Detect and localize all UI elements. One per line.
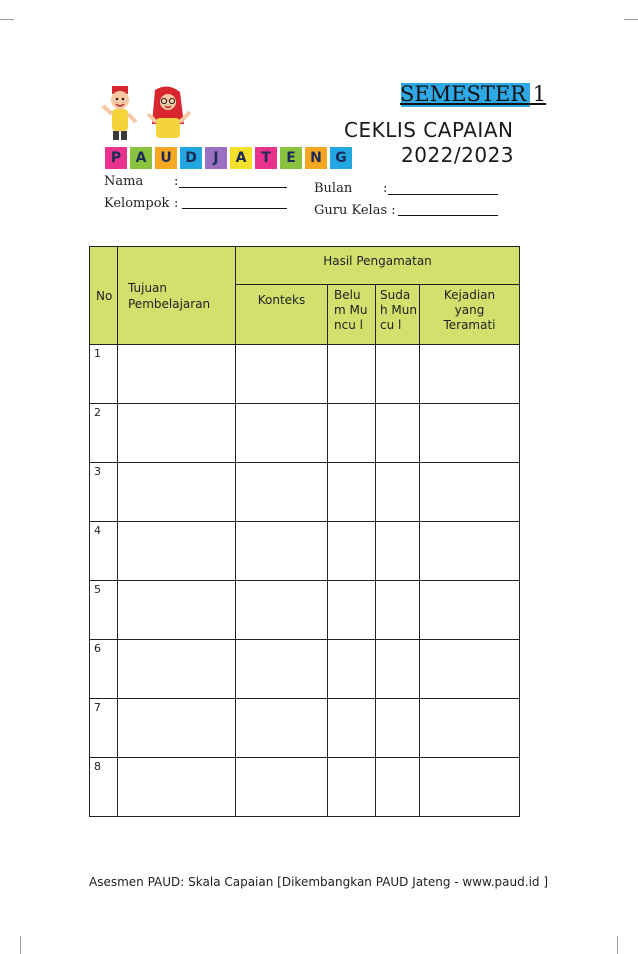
konteks-cell[interactable] [236, 463, 328, 522]
logo-letter: T [255, 147, 277, 169]
page-title: CEKLIS CAPAIAN [344, 118, 514, 142]
kelompok-label: Kelompok [104, 196, 170, 211]
logo-letter: G [330, 147, 352, 169]
sudah-cell[interactable] [376, 404, 420, 463]
table-row [90, 758, 520, 817]
row-number: 1 [90, 345, 118, 404]
sudah-cell[interactable] [376, 345, 420, 404]
sudah-cell[interactable] [376, 522, 420, 581]
table-row [90, 463, 520, 522]
bulan-label: Bulan [314, 181, 353, 196]
logo-letter: A [230, 147, 252, 169]
nama-field-line[interactable] [179, 187, 287, 188]
kejadian-cell[interactable] [420, 522, 520, 581]
konteks-cell[interactable] [236, 699, 328, 758]
row-number: 8 [90, 758, 118, 817]
semester-label: SEMESTER 1 [400, 82, 547, 106]
row-number: 4 [90, 522, 118, 581]
kids-logo-illustration [100, 84, 195, 142]
belum-cell[interactable] [328, 699, 376, 758]
col-header-no: No [90, 247, 118, 345]
crop-mark [20, 936, 21, 954]
tujuan-cell[interactable] [118, 522, 236, 581]
kejadian-cell[interactable] [420, 640, 520, 699]
table-row [90, 699, 520, 758]
logo-letter: E [280, 147, 302, 169]
belum-cell[interactable] [328, 404, 376, 463]
belum-cell[interactable] [328, 581, 376, 640]
guru-kelas-label: Guru Kelas : [314, 203, 396, 218]
crop-mark [0, 19, 14, 20]
sudah-cell[interactable] [376, 699, 420, 758]
page-year: 2022/2023 [401, 143, 515, 167]
row-number: 3 [90, 463, 118, 522]
tujuan-cell[interactable] [118, 345, 236, 404]
tujuan-cell[interactable] [118, 404, 236, 463]
col-header-konteks: Konteks [236, 285, 328, 345]
table-row [90, 640, 520, 699]
konteks-cell[interactable] [236, 640, 328, 699]
logo-letter: N [305, 147, 327, 169]
konteks-cell[interactable] [236, 522, 328, 581]
sudah-cell[interactable] [376, 463, 420, 522]
konteks-cell[interactable] [236, 581, 328, 640]
col-header-sudah: Sudah Muncu l [376, 285, 420, 345]
tujuan-cell[interactable] [118, 463, 236, 522]
assessment-table [89, 246, 520, 817]
table-row [90, 404, 520, 463]
logo-letter: D [180, 147, 202, 169]
logo-letter: J [205, 147, 227, 169]
kelompok-colon: : [174, 196, 179, 211]
table-row [90, 581, 520, 640]
sudah-cell[interactable] [376, 758, 420, 817]
konteks-cell[interactable] [236, 345, 328, 404]
kejadian-cell[interactable] [420, 699, 520, 758]
col-header-belum: Belu m Muncu l [328, 285, 376, 345]
page-footer: Asesmen PAUD: Skala Capaian [Dikembangkan PAUD Jateng - www.paud.id ] [89, 875, 549, 889]
nama-colon: : [174, 174, 179, 189]
tujuan-cell[interactable] [118, 758, 236, 817]
table-row [90, 522, 520, 581]
konteks-cell[interactable] [236, 758, 328, 817]
row-number: 6 [90, 640, 118, 699]
paud-jateng-logo [105, 147, 355, 169]
row-number: 2 [90, 404, 118, 463]
logo-letter: P [105, 147, 127, 169]
konteks-cell[interactable] [236, 404, 328, 463]
sudah-cell[interactable] [376, 640, 420, 699]
kejadian-cell[interactable] [420, 758, 520, 817]
col-header-tujuan: Tujuan Pembelajaran [118, 247, 236, 345]
tujuan-cell[interactable] [118, 581, 236, 640]
crop-mark [624, 19, 638, 20]
col-header-kejadian: Kejadian yang Teramati [420, 285, 520, 345]
kelompok-field-line[interactable] [182, 208, 287, 209]
sudah-cell[interactable] [376, 581, 420, 640]
kejadian-cell[interactable] [420, 345, 520, 404]
kejadian-cell[interactable] [420, 463, 520, 522]
logo-letter: A [130, 147, 152, 169]
tujuan-cell[interactable] [118, 640, 236, 699]
crop-mark [617, 936, 618, 954]
belum-cell[interactable] [328, 522, 376, 581]
table-row [90, 345, 520, 404]
bulan-colon: : [383, 181, 388, 196]
nama-label: Nama [104, 174, 144, 189]
kejadian-cell[interactable] [420, 581, 520, 640]
kejadian-cell[interactable] [420, 404, 520, 463]
belum-cell[interactable] [328, 463, 376, 522]
col-header-hasil: Hasil Pengamatan [236, 247, 520, 285]
bulan-field-line[interactable] [388, 194, 498, 195]
logo-letter: U [155, 147, 177, 169]
row-number: 5 [90, 581, 118, 640]
belum-cell[interactable] [328, 345, 376, 404]
guru-kelas-field-line[interactable] [398, 215, 498, 216]
belum-cell[interactable] [328, 758, 376, 817]
belum-cell[interactable] [328, 640, 376, 699]
tujuan-cell[interactable] [118, 699, 236, 758]
row-number: 7 [90, 699, 118, 758]
